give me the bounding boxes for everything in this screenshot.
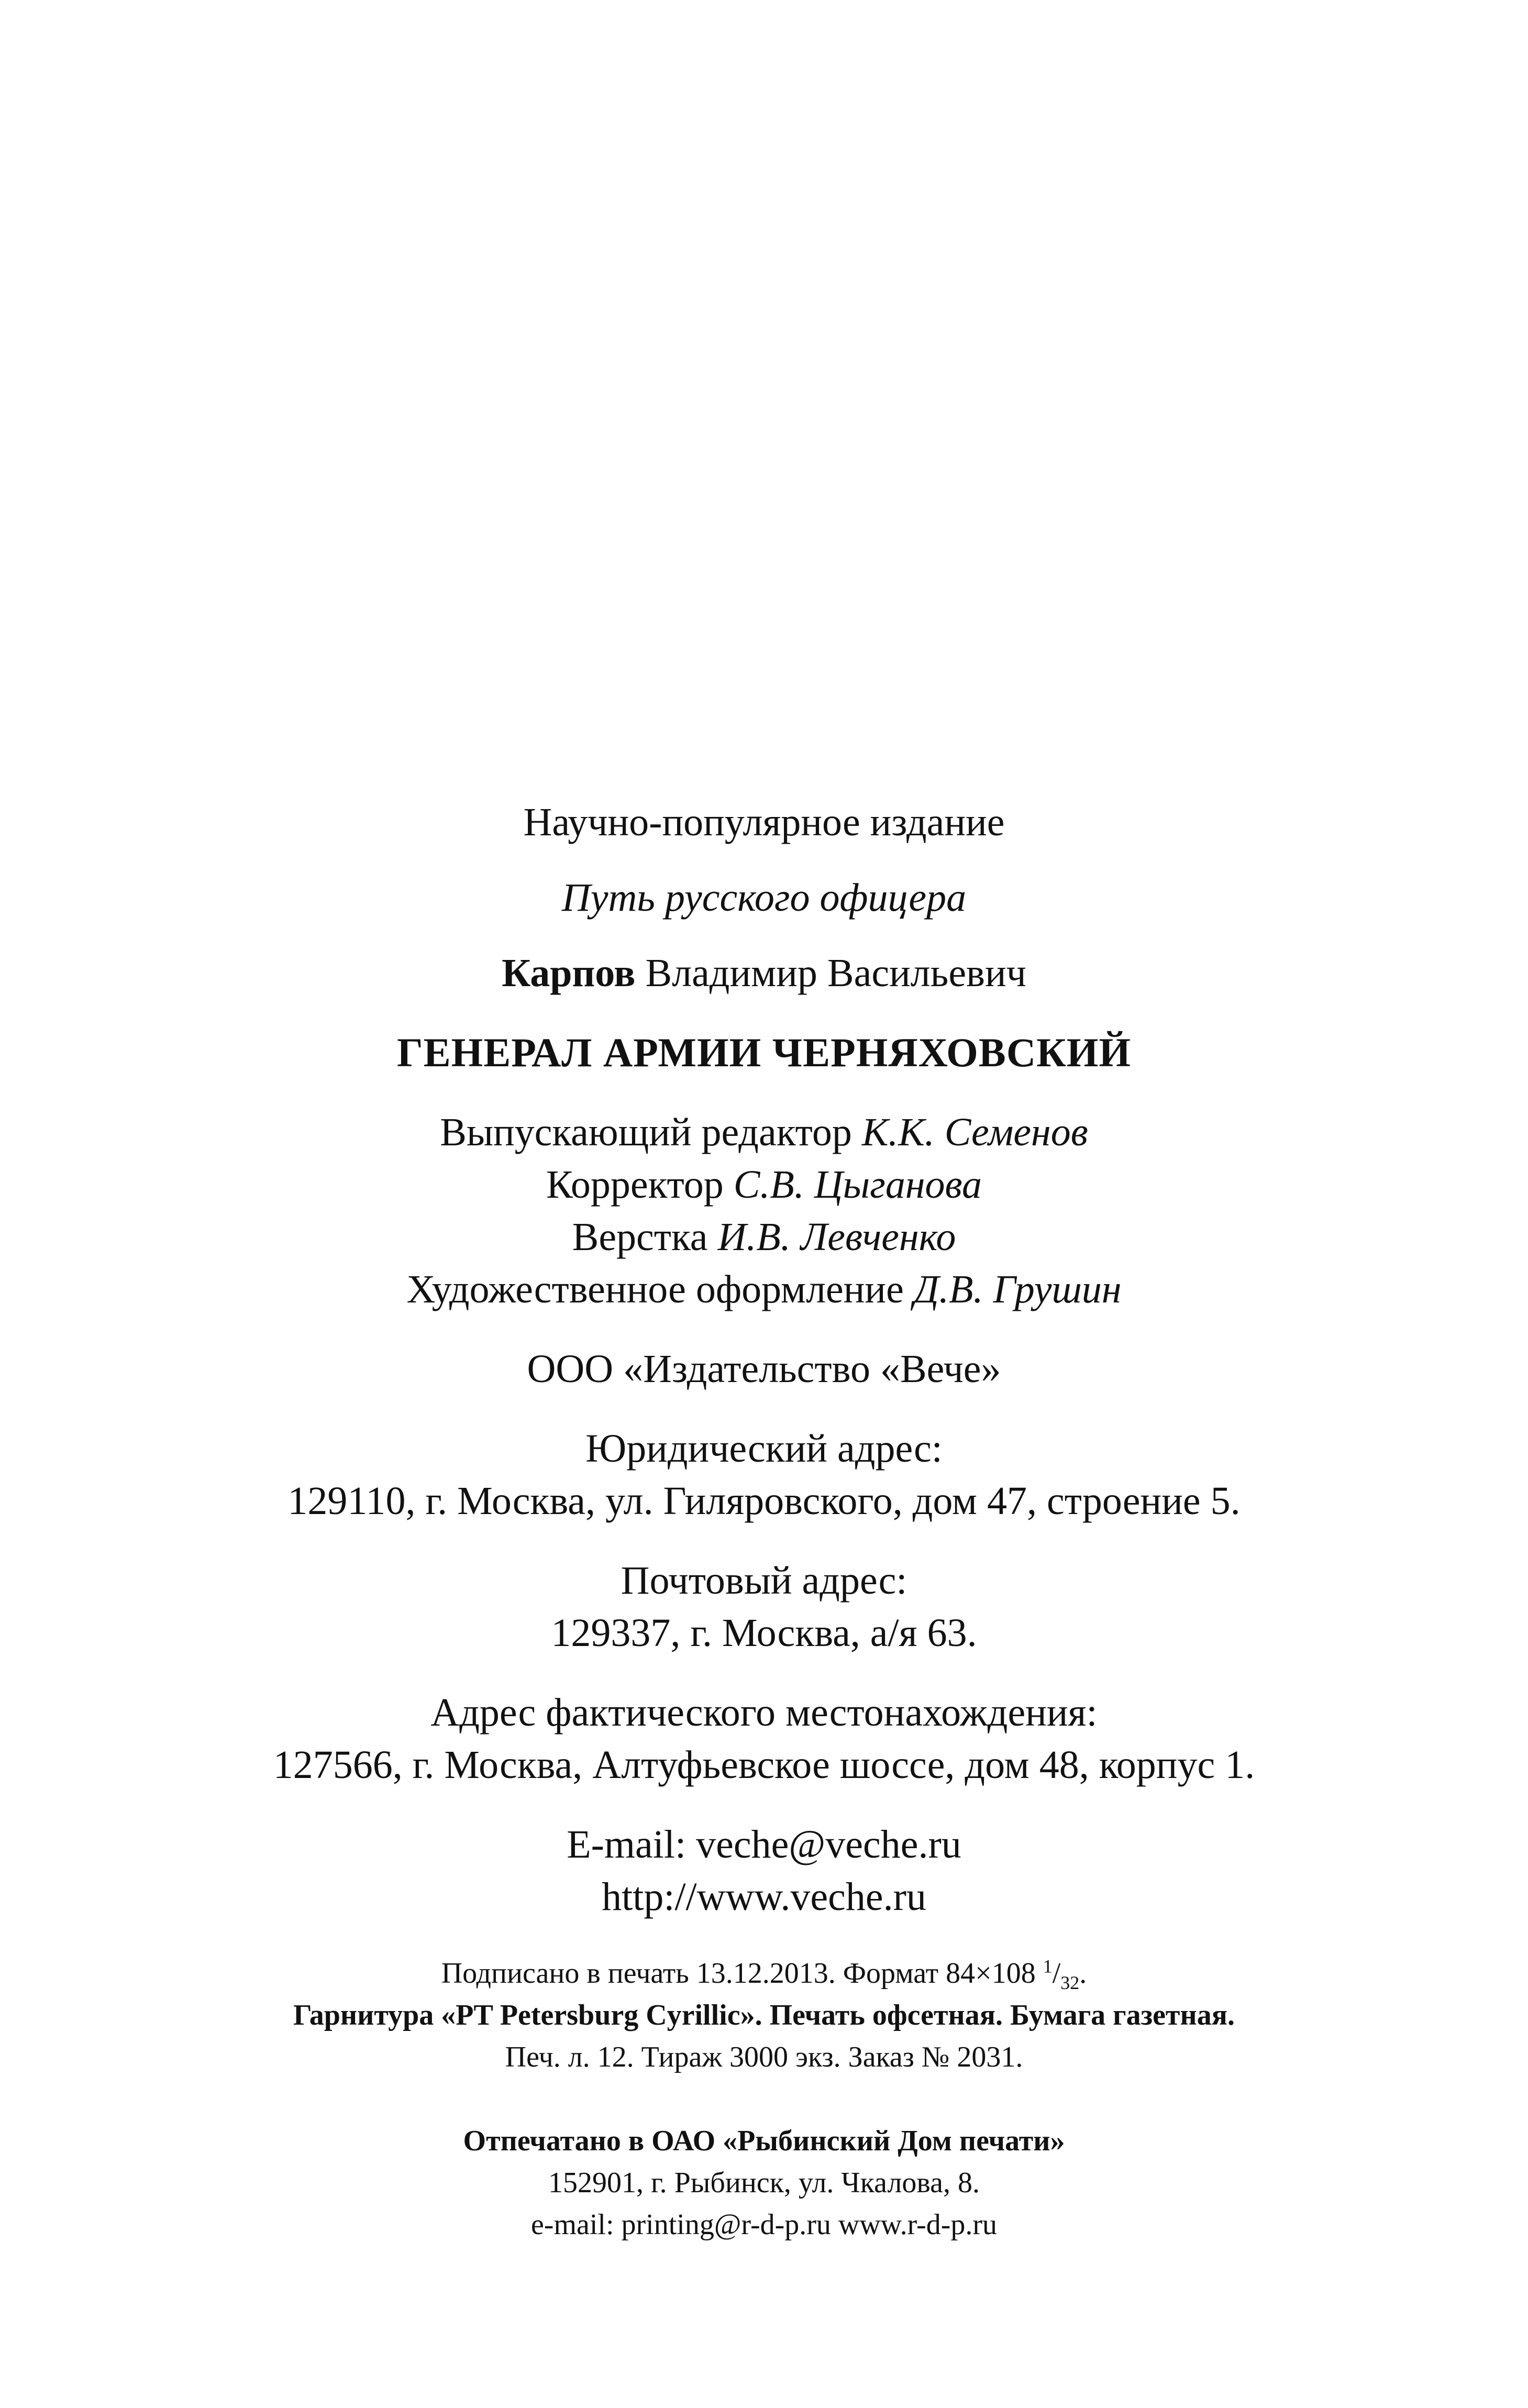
- actual-address-label: Адрес фактического местонахождения:: [430, 1691, 1098, 1735]
- postal-address: [0, 1554, 1528, 1659]
- actual-address: [0, 1686, 1528, 1791]
- actual-address-value: 127566, г. Москва, Алтуфьевское шоссе, дом 48, корпус 1.: [273, 1743, 1255, 1787]
- author-name: Владимир Васильевич: [645, 951, 1026, 995]
- website-text: http://www.veche.ru: [602, 1875, 926, 1919]
- print-info: [0, 1952, 1528, 2078]
- credit-person: И.В. Левченко: [717, 1215, 956, 1259]
- printer-info: [0, 2120, 1528, 2246]
- print-signed: Подписано в печать 13.12.2013. Формат 84×108: [441, 1957, 1036, 1990]
- credit-role: Корректор: [546, 1163, 724, 1207]
- credit-person: С.В. Цыганова: [733, 1163, 982, 1207]
- publisher-name: ООО «Издательство «Вече»: [527, 1347, 1001, 1391]
- book-title: ГЕНЕРАЛ АРМИИ ЧЕРНЯХОВСКИЙ: [396, 1030, 1132, 1075]
- format-fraction-numerator: 1: [1043, 1956, 1053, 1977]
- print-signed-line: Подписано в печать 13.12.2013. Формат 84×108 $^1/_{32}$.: [441, 1956, 1087, 1994]
- credit-proofreader: [0, 1158, 1528, 1211]
- legal-address-value: 129110, г. Москва, ул. Гиляровского, дом 47, строение 5.: [287, 1479, 1241, 1523]
- print-typeface: Гарнитура «PT Petersburg Cyrillic». Печать офсетная. Бумага газетная.: [293, 1999, 1235, 2031]
- credit-role: Верстка: [572, 1215, 708, 1259]
- print-run: Печ. л. 12. Тираж 3000 экз. Заказ № 2031.: [505, 2041, 1023, 2073]
- format-fraction-tail: .: [1079, 1957, 1087, 1990]
- author-surname: Карпов: [502, 951, 636, 995]
- credit-role: Художественное оформление: [406, 1267, 904, 1311]
- credit-person: Д.В. Грушин: [913, 1267, 1122, 1311]
- author-line: [0, 947, 1528, 999]
- printer-address: 152901, г. Рыбинск, ул. Чкалова, 8.: [548, 2167, 980, 2199]
- series-title: Путь русского офицера: [561, 876, 967, 920]
- credit-layout: [0, 1211, 1528, 1263]
- printer-name: Отпечатано в ОАО «Рыбинский Дом печати»: [463, 2125, 1065, 2157]
- email-text: E-mail: veche@veche.ru: [567, 1822, 961, 1866]
- credits-list: [0, 1106, 1528, 1316]
- credit-person: К.К. Семенов: [861, 1110, 1088, 1154]
- legal-address-label: Юридический адрес:: [585, 1427, 943, 1471]
- credit-editor: [0, 1106, 1528, 1158]
- printer-contacts: e-mail: printing@r-d-p.ru www.r-d-p.ru: [530, 2208, 998, 2241]
- credit-role: Выпускающий редактор: [440, 1110, 852, 1154]
- imprint-block: [0, 796, 1528, 2246]
- postal-address-value: 129337, г. Москва, а/я 63.: [551, 1611, 977, 1655]
- credit-art-design: [0, 1263, 1528, 1316]
- legal-address: [0, 1422, 1528, 1527]
- format-fraction-denominator: 32: [1060, 1972, 1080, 1994]
- postal-address-label: Почтовый адрес:: [621, 1559, 907, 1603]
- edition-type: Научно-популярное издание: [523, 800, 1005, 844]
- contacts: [0, 1818, 1528, 1923]
